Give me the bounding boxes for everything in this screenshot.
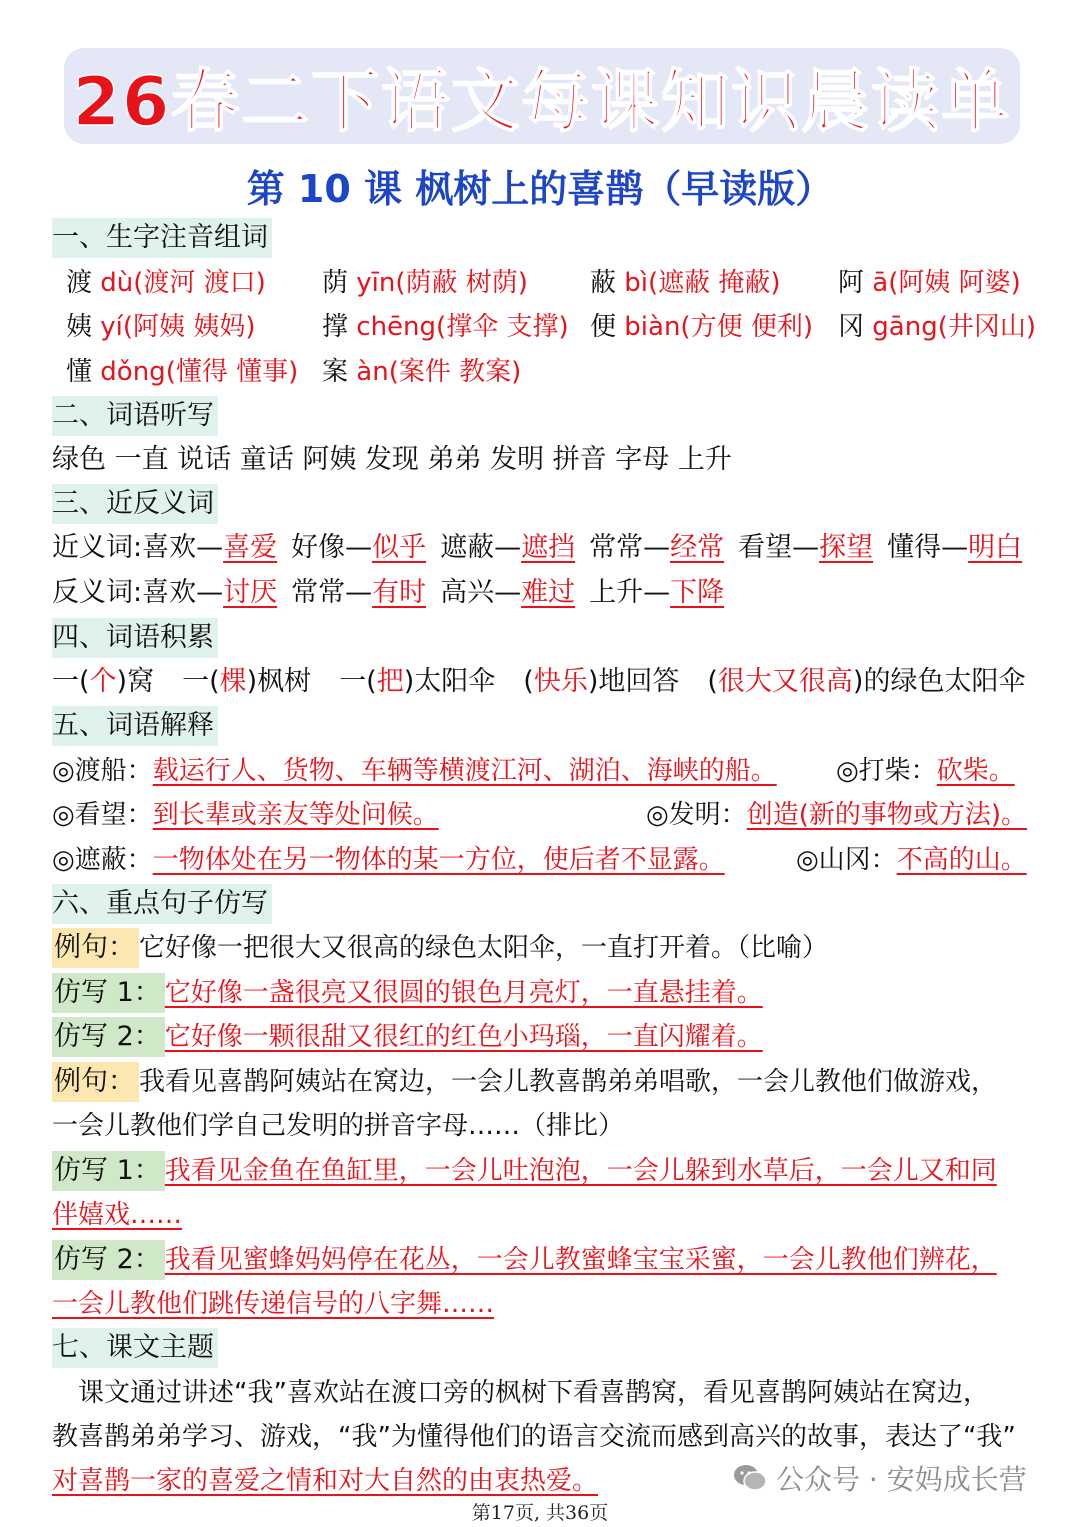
words: (懂得 懂事) [165,357,299,387]
paired-word: 探望 [819,532,874,563]
definition-item [796,840,1027,880]
words: (方便 便利) [680,312,813,342]
example-label: 例句： [52,1062,139,1102]
base-word: 喜欢— [142,577,224,608]
paired-word: 遮挡 [521,532,576,563]
character: 懂 [66,357,93,387]
section-6-heading: 六、重点句子仿写 [52,884,272,924]
imitation-text: 它好像一盏很亮又很圆的银色月亮灯，一直悬挂着。 [164,978,763,1008]
definition-text: 到长辈或亲友等处问候。 [152,800,439,830]
word-pair [887,532,1022,563]
base-word: 好像— [291,532,373,563]
paired-word: 似乎 [372,532,427,563]
paired-word: 下降 [670,577,725,608]
pinyin: àn [356,357,389,387]
definition-term: ◎发明： [646,800,747,830]
character: 案 [322,357,349,387]
page-footer: 第17页, 共36页 [471,1502,609,1524]
imitation-label: 仿写 1： [52,1151,165,1191]
section-5-heading: 五、词语解释 [52,706,218,746]
title-part1: 26春二下语文 [72,62,522,142]
char-entry [590,263,781,303]
definition-text: 砍柴。 [936,756,1015,786]
section-4-heading: 四、词语积累 [52,618,218,658]
word-pair [291,577,426,608]
section-1-heading: 一、生字注音组词 [52,218,272,258]
definition-item [646,795,1027,835]
char-entry [322,352,521,392]
antonym-label: 反义词: [52,577,143,608]
imitation-label: 仿写 1： [52,973,165,1013]
example-text: 我看见喜鹊阿姨站在窝边，一会儿教喜鹊弟弟唱歌，一会儿教他们做游戏， [139,1067,998,1097]
words: (阿姨 姨妈) [122,312,256,342]
word-pair [589,532,724,563]
base-word: 常常— [291,577,373,608]
words: (阿姨 阿婆) [888,268,1021,298]
title-banner [64,48,1020,144]
example-sentence-1 [52,928,828,968]
words: (案件 教案) [388,357,522,387]
theme-line-3: 对喜鹊一家的喜爱之情和对大自然的由衷热爱。 [52,1466,599,1496]
words: (撑伞 支撑) [436,312,569,342]
measure-phrase: (快乐)地回答 [523,666,680,697]
word-pair [142,577,277,608]
base-word: 喜欢— [142,532,224,563]
word-accumulation-row [52,662,1025,702]
character: 阿 [838,268,865,298]
measure-phrase: 一(棵)枫树 [182,666,312,697]
imitation-label: 仿写 2： [52,1017,165,1057]
char-entry [838,307,1036,347]
definition-item [52,840,725,880]
theme-line-1: 课文通过讲述“我”喜欢站在渡口旁的枫树下看喜鹊窝，看见喜鹊阿姨站在窝边， [52,1378,989,1408]
base-word: 遮蔽— [440,532,522,563]
imitation-4 [52,1240,997,1280]
wechat-icon [732,1462,768,1494]
watermark-text: 公众号 · 安妈成长营 [776,1463,1027,1496]
definition-term: ◎遮蔽： [52,845,153,875]
example-sentence-2 [52,1062,997,1102]
paired-word: 经常 [670,532,725,563]
definition-term: ◎打柴： [836,756,937,786]
antonym-row [52,573,724,613]
char-entry [66,352,298,392]
synonym-label: 近义词: [52,532,143,563]
section-7-heading: 七、课文主题 [52,1328,218,1368]
imitation-2 [52,1017,763,1057]
paired-word: 明白 [968,532,1023,563]
base-word: 常常— [589,532,671,563]
example-text: 它好像一把很大又很高的绿色太阳伞，一直打开着。（比喻） [139,933,829,963]
word-pair [589,577,724,608]
definition-text: 载运行人、货物、车辆等横渡江河、湖泊、海峡的船。 [152,756,777,786]
imitation-3-cont: 伴嬉戏…… [52,1200,183,1230]
char-entry [66,307,255,347]
definition-item [836,751,1015,791]
base-word: 上升— [589,577,671,608]
synonym-row [52,528,1022,568]
definition-term: ◎渡船： [52,756,153,786]
watermark [732,1458,1027,1498]
imitation-label: 仿写 2： [52,1240,165,1280]
base-word: 看望— [738,532,820,563]
word-pair [738,532,873,563]
imitation-4-cont: 一会儿教他们跳传递信号的八字舞…… [52,1289,495,1319]
pinyin: yīn [356,268,396,298]
char-entry [66,263,266,303]
character: 撑 [322,312,349,342]
pinyin: dǒng [100,357,166,387]
words: (荫蔽 树荫) [395,268,528,298]
words: (遮蔽 掩蔽) [648,268,781,298]
definition-item [52,751,777,791]
word-pair [142,532,277,563]
pinyin: chēng [356,312,437,342]
pinyin: ā [872,268,889,298]
theme-line-2: 教喜鹊弟弟学习、游戏，“我”为懂得他们的语言交流而感到高兴的故事，表达了“我” [52,1422,1016,1452]
pinyin: dù [100,268,134,298]
section-3-heading: 三、近反义词 [52,484,218,524]
char-entry [838,263,1021,303]
base-word: 懂得— [887,532,969,563]
char-entry [590,307,813,347]
char-entry [322,307,569,347]
measure-phrase: 一(个)窝 [52,666,155,697]
definition-text: 一物体处在另一物体的某一方位，使后者不显露。 [152,845,725,875]
definition-text: 创造(新的事物或方法)。 [746,800,1027,830]
pinyin: gāng [872,312,938,342]
character: 渡 [66,268,93,298]
pinyin: bì [624,268,649,298]
character: 荫 [322,268,349,298]
paired-word: 难过 [521,577,576,608]
imitation-text: 我看见蜜蜂妈妈停在花丛，一会儿教蜜蜂宝宝采蜜，一会儿教他们辨花， [164,1245,997,1275]
imitation-3 [52,1151,997,1191]
char-entry [322,263,528,303]
example-label: 例句： [52,928,139,968]
definition-text: 不高的山。 [896,845,1027,875]
paired-word: 喜爱 [223,532,278,563]
imitation-text: 它好像一颗很甜又很红的红色小玛瑙，一直闪耀着。 [164,1022,763,1052]
character: 蔽 [590,268,617,298]
measure-phrase: 一(把)太阳伞 [339,666,496,697]
word-pair [291,532,426,563]
example-sentence-2-cont: 一会儿教他们学自己发明的拼音字母……（排比） [52,1111,625,1141]
lesson-title: 第 10 课 枫树上的喜鹊（早读版） [246,167,834,211]
character: 冈 [838,312,865,342]
dictation-words: 绿色 一直 说话 童话 阿姨 发现 弟弟 发明 拼音 字母 上升 [52,444,732,475]
base-word: 高兴— [440,577,522,608]
pinyin: yí [100,312,123,342]
definition-item [52,795,439,835]
paired-word: 有时 [372,577,427,608]
section-2-heading: 二、词语听写 [52,396,218,436]
definition-term: ◎看望： [52,800,153,830]
title-part2: 每课知识晨读单 [521,62,1012,142]
definition-term: ◎山冈： [796,845,897,875]
imitation-1 [52,973,763,1013]
measure-phrase: (很大又很高)的绿色太阳伞 [707,666,1026,697]
word-pair [440,532,575,563]
imitation-text: 我看见金鱼在鱼缸里，一会儿吐泡泡，一会儿躲到水草后，一会儿又和同 [164,1156,997,1186]
word-pair [440,577,575,608]
words: (渡河 渡口) [133,268,266,298]
character: 便 [590,312,617,342]
words: (井冈山) [937,312,1036,342]
paired-word: 讨厌 [223,577,278,608]
pinyin: biàn [624,312,681,342]
character: 姨 [66,312,93,342]
